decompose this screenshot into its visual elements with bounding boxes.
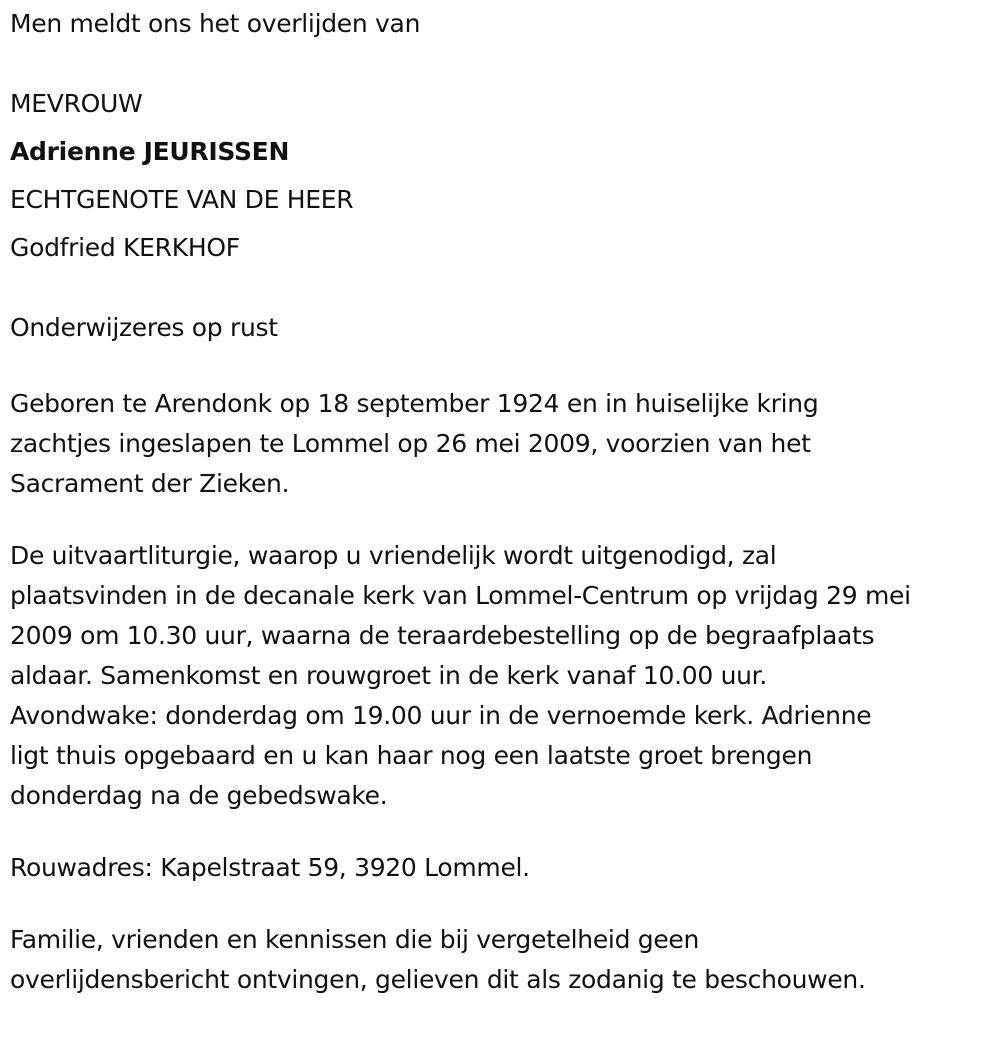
title-text: MEVROUW	[10, 89, 143, 118]
birth-death-paragraph	[10, 384, 990, 504]
paragraph-line: aldaar. Samenkomst en rouwgroet in de kerk vanaf 10.00 uur.	[10, 661, 768, 690]
closing-paragraph	[10, 920, 990, 1000]
paragraph-line: De uitvaartliturgie, waarop u vriendelijk wordt uitgenodigd, zal	[10, 541, 777, 570]
address-text: Rouwadres: Kapelstraat 59, 3920 Lommel.	[10, 853, 530, 882]
paragraph-line: Familie, vrienden en kennissen die bij vergetelheid geen	[10, 925, 700, 954]
spacer	[10, 888, 990, 920]
occupation-text: Onderwijzeres op rust	[10, 313, 278, 342]
paragraph-line: donderdag na de gebedswake.	[10, 781, 388, 810]
spacer	[10, 504, 990, 536]
death-notice	[10, 0, 990, 1000]
spacer	[10, 352, 990, 384]
spacer	[10, 48, 990, 80]
paragraph-line: zachtjes ingeslapen te Lommel op 26 mei 2009, voorzien van het	[10, 429, 811, 458]
paragraph-line: 2009 om 10.30 uur, waarna de teraardebestelling op de begraafplaats	[10, 621, 875, 650]
spacer	[10, 816, 990, 848]
paragraph-line: plaatsvinden in de decanale kerk van Lommel-Centrum op vrijdag 29 mei	[10, 581, 911, 610]
address-paragraph	[10, 848, 990, 888]
spouse-name: Godfried KERKHOF	[10, 233, 240, 262]
intro-text: Men meldt ons het overlijden van	[10, 9, 421, 38]
paragraph-line: Geboren te Arendonk op 18 september 1924 en in huiselijke kring	[10, 389, 819, 418]
spacer	[10, 272, 990, 304]
funeral-paragraph	[10, 536, 990, 816]
relation-text: ECHTGENOTE VAN DE HEER	[10, 185, 354, 214]
paragraph-line: ligt thuis opgebaard en u kan haar nog een laatste groet brengen	[10, 741, 813, 770]
paragraph-line: Avondwake: donderdag om 19.00 uur in de vernoemde kerk. Adrienne	[10, 701, 872, 730]
deceased-name: Adrienne JEURISSEN	[10, 137, 290, 166]
paragraph-line: overlijdensbericht ontvingen, gelieven dit als zodanig te beschouwen.	[10, 965, 866, 994]
paragraph-line: Sacrament der Zieken.	[10, 469, 290, 498]
